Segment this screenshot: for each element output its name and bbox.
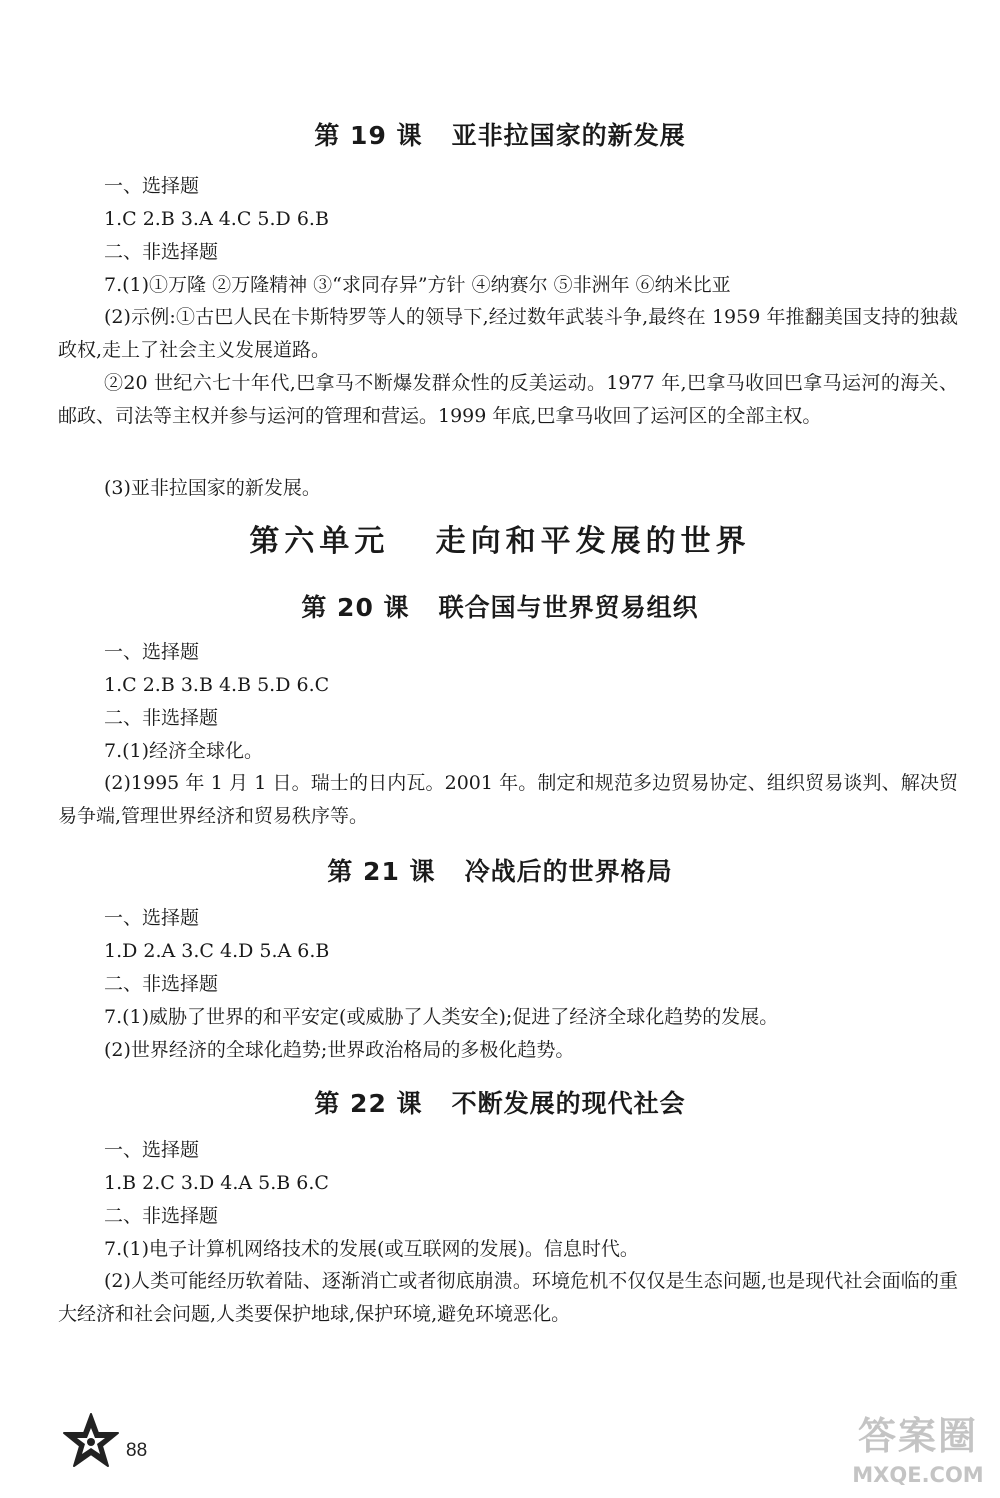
lesson-21-title: 第 21 课 冷战后的世界格局: [327, 857, 673, 886]
lesson-19-q7-part3: (3)亚非拉国家的新发展。: [104, 477, 321, 499]
lesson-22-title: 第 22 课 不断发展的现代社会: [314, 1089, 686, 1118]
star-icon: [62, 1412, 120, 1470]
lesson-19-nonmc-heading: 二、非选择题: [104, 241, 219, 263]
lesson-22-mc-heading: 一、选择题: [104, 1139, 200, 1161]
page-number: 88: [126, 1440, 148, 1461]
lesson-20-q7-part1: 7.(1)经济全球化。: [104, 740, 264, 762]
lesson-20-title: 第 20 课 联合国与世界贸易组织: [301, 593, 699, 622]
lesson-20-q7-part2: (2)1995 年 1 月 1 日。瑞士的日内瓦。2001 年。制定和规范多边贸易协定、组织贸易谈判、解决贸易争端,管理世界经济和贸易秩序等。: [58, 772, 958, 827]
lesson-21-nonmc-heading: 二、非选择题: [104, 973, 219, 995]
lesson-21-q7-part2: (2)世界经济的全球化趋势;世界政治格局的多极化趋势。: [104, 1039, 575, 1061]
lesson-21-q7-part1: 7.(1)威胁了世界的和平安定(或威胁了人类安全);促进了经济全球化趋势的发展。: [104, 1006, 779, 1028]
watermark-logo: [836, 1405, 1000, 1498]
lesson-21-mc-answers: 1.D 2.A 3.C 4.D 5.A 6.B: [104, 940, 330, 962]
lesson-22-nonmc-heading: 二、非选择题: [104, 1205, 219, 1227]
lesson-21-mc-heading: 一、选择题: [104, 907, 200, 929]
lesson-19-mc-heading: 一、选择题: [104, 175, 200, 197]
lesson-22-q7-part2: (2)人类可能经历软着陆、逐渐消亡或者彻底崩溃。环境危机不仅仅是生态问题,也是现代社会面临的重大经济和社会问题,人类要保护地球,保护环境,避免环境恶化。: [58, 1270, 958, 1325]
lesson-22-q7-part1: 7.(1)电子计算机网络技术的发展(或互联网的发展)。信息时代。: [104, 1238, 639, 1260]
lesson-19-q7-part1: 7.(1)①万隆 ②万隆精神 ③“求同存异”方针 ④纳赛尔 ⑤非洲年 ⑥纳米比亚: [104, 274, 731, 296]
lesson-19-q7-part2-b: ②20 世纪六七十年代,巴拿马不断爆发群众性的反美运动。1977 年,巴拿马收回巴拿马运河的海关、邮政、司法等主权并参与运河的管理和营运。1999 年底,巴拿马收回了运河区的全部主权。: [58, 372, 958, 427]
lesson-19-q7-part2: (2)示例:①古巴人民在卡斯特罗等人的领导下,经过数年武装斗争,最终在 1959 年推翻美国支持的独裁政权,走上了社会主义发展道路。: [58, 306, 958, 361]
lesson-20-mc-heading: 一、选择题: [104, 641, 200, 663]
watermark-sub-text: MXQE.COM: [852, 1463, 984, 1487]
watermark-main-text: 答案圈: [857, 1414, 978, 1458]
lesson-19-mc-answers: 1.C 2.B 3.A 4.C 5.D 6.B: [104, 208, 329, 230]
lesson-20-mc-answers: 1.C 2.B 3.B 4.B 5.D 6.C: [104, 674, 330, 696]
lesson-22-mc-answers: 1.B 2.C 3.D 4.A 5.B 6.C: [104, 1172, 329, 1194]
lesson-19-title: 第 19 课 亚非拉国家的新发展: [314, 121, 686, 150]
lesson-20-nonmc-heading: 二、非选择题: [104, 707, 219, 729]
unit-6-title: 第六单元 走向和平发展的世界: [249, 524, 751, 559]
